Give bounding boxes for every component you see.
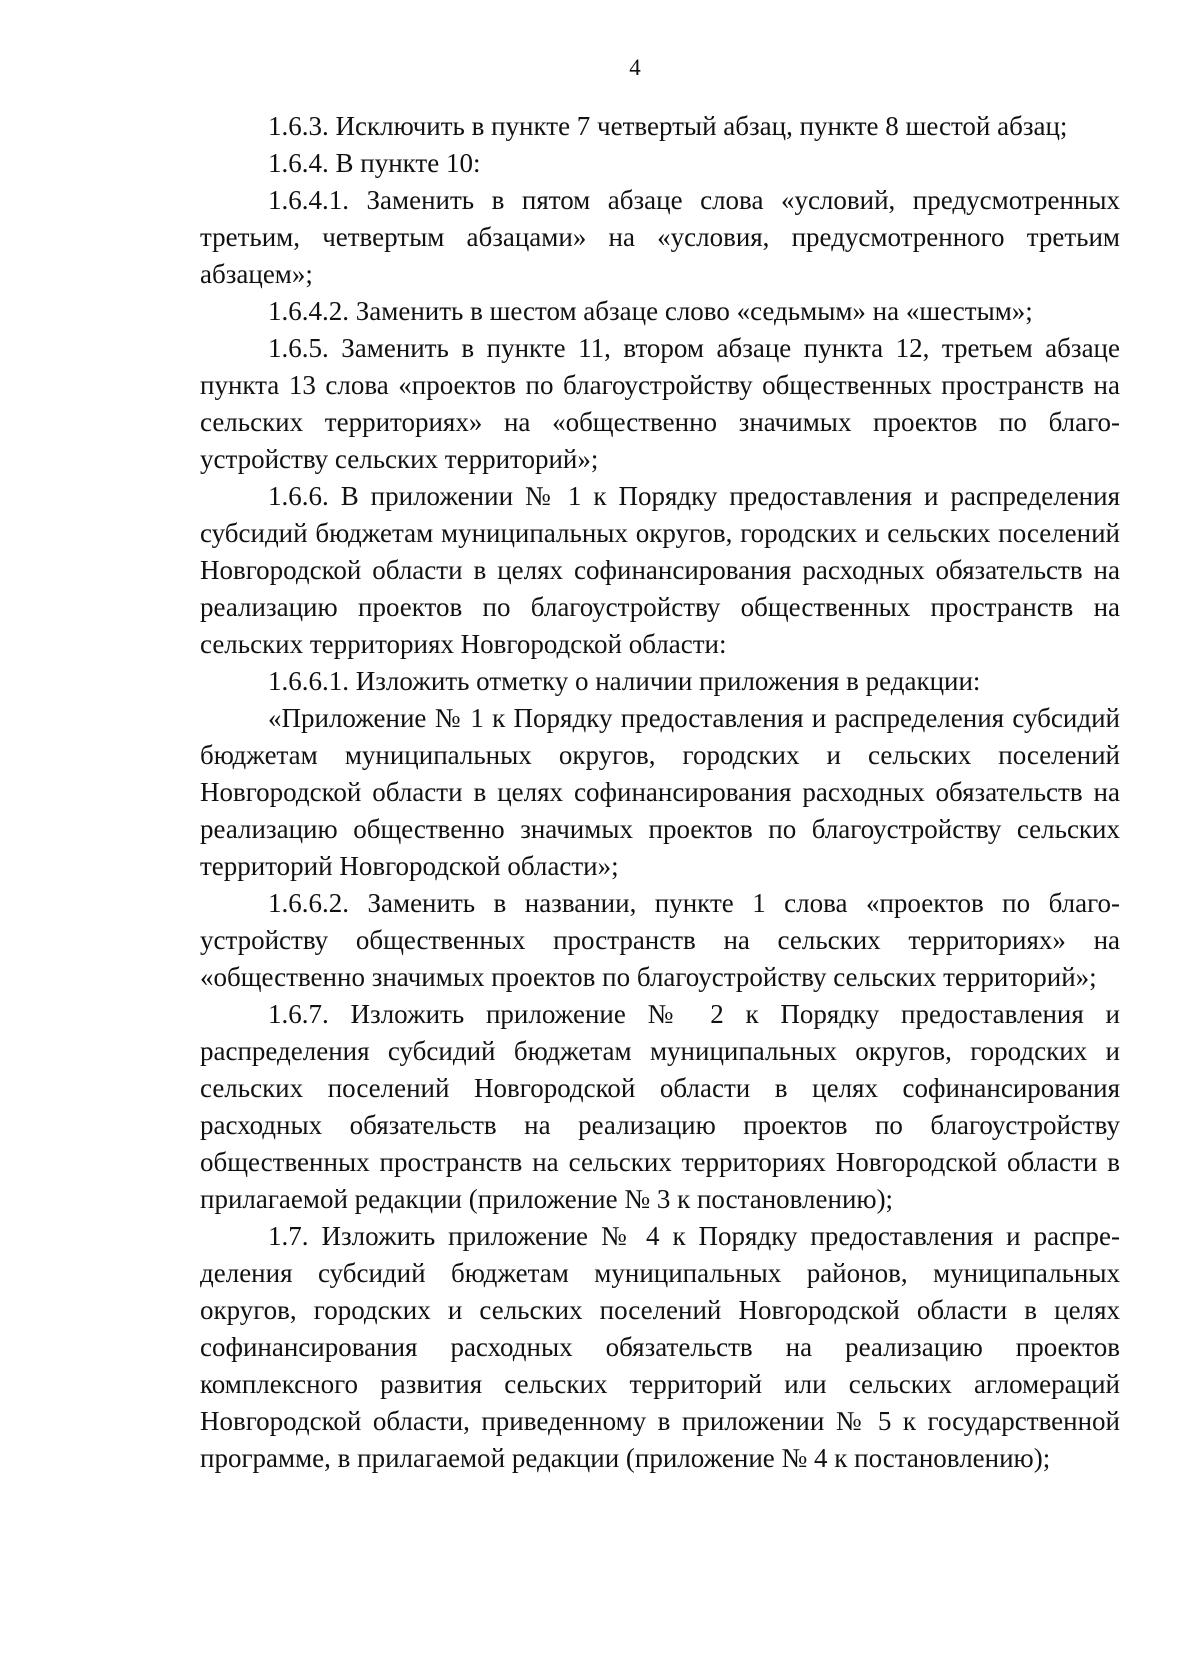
- document-body: [200, 108, 1120, 1477]
- paragraph-1-6-4-1: 1.6.4.1. Заменить в пятом абзаце слова «условий, предусмотренных третьим, четвертым абзацами» на «условия, предусмотренного третьим абзацем»;: [200, 185, 1120, 289]
- paragraph-1-6-3: 1.6.3. Исключить в пункте 7 четвертый абзац, пункте 8 шестой абзац;: [268, 111, 1068, 141]
- paragraph-1-6-7: 1.6.7. Изложить приложение № 2 к Порядку предоставления и распределения субсидий бюджетам муниципальных округов, городских и сельских поселений Новгородской области в целях софинансирования расходных обязательств на реализацию проектов по благоустройству общественных пространств на сельских территориях Новгородской области в прилагаемой редакции (приложение № 3 к постановлению);: [200, 999, 1120, 1214]
- paragraph-1-6-4-2: 1.6.4.2. Заменить в шестом абзаце слово «седьмым» на «шестым»;: [268, 296, 1033, 326]
- paragraph-1-6-4: 1.6.4. В пункте 10:: [268, 148, 481, 178]
- paragraph-1-6-5: 1.6.5. Заменить в пункте 11, втором абзаце пункта 12, третьем абзаце пункта 13 слова «проектов по благоустройству общественных пространств на сельских территориях» на «общественно значимых проектов по благоустройству сельских территорий»;: [200, 333, 1120, 474]
- paragraph-1-6-6-2: 1.6.6.2. Заменить в названии, пункте 1 слова «проектов по благоустройству общественных пространств на сельских территориях» на «общественно значимых проектов по благоустройству сельских территорий»;: [200, 888, 1120, 992]
- paragraph-1-6-6: 1.6.6. В приложении № 1 к Порядку предоставления и распределения субсидий бюджетам муниципальных округов, городских и сельских поселений Новгородской области в целях софинансирования расходных обязательств на реализацию проектов по благоустройству общественных пространств на сельских территориях Новгородской области:: [200, 481, 1120, 659]
- paragraph-1-7: 1.7. Изложить приложение № 4 к Порядку предоставления и распределения субсидий бюджетам муниципальных районов, муниципальных округов, городских и сельских поселений Новгородской области в целях софинансирования расходных обязательств на реализацию проектов комплексного развития сельских территорий или сельских агломераций Новгородской области, приведенному в приложении № 5 к государственной программе, в прилагаемой редакции (приложение № 4 к постановлению);: [200, 1221, 1120, 1473]
- paragraph-appendix-quote: «Приложение № 1 к Порядку предоставления и распределения субсидий бюджетам муниципальных округов, городских и сельских поселений Новгородской области в целях софинансирования расходных обязательств на реализацию общественно значимых проектов по благоустройству сельских территорий Новгородской области»;: [200, 703, 1120, 881]
- paragraph-1-6-6-1: 1.6.6.1. Изложить отметку о наличии приложения в редакции:: [268, 666, 981, 696]
- page-number: 4: [629, 55, 641, 80]
